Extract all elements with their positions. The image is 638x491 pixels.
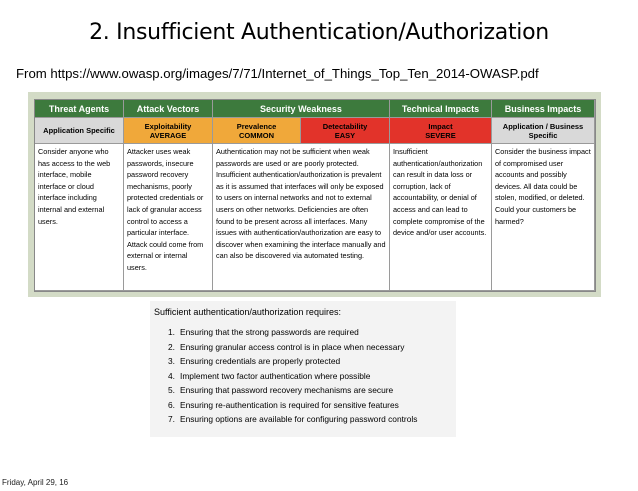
header-threat-agents: Threat Agents xyxy=(35,100,124,118)
list-item: 5. Ensuring that password recovery mechanisms are secure xyxy=(168,385,394,395)
requirements-box xyxy=(150,301,456,437)
body-security-weakness: Authentication may not be sufficient when weak passwords are used or are poorly protected. Insufficient authentication/authorization is prevalent as it is assumed that interfaces will only be exposed to users on internal networks and not to external users on other networks. Deficiencies are often found to be present across all interfaces. Many issues with authentication/authorization are easy to discover when examining the interface manually and can also be discovered via automated testing. xyxy=(213,144,390,291)
header-security-weakness: Security Weakness xyxy=(213,100,390,118)
subheader-weakness-group xyxy=(213,118,390,144)
exploitability-label: Exploitability xyxy=(144,121,192,131)
list-item: 2. Ensuring granular access control is in place when necessary xyxy=(168,341,405,352)
slide-title: 2. Insufficient Authentication/Authorization xyxy=(89,20,549,45)
list-item: 7. Ensuring options are available for configuring password controls xyxy=(168,414,418,424)
list-item: 3. Ensuring credentials are properly protected xyxy=(168,356,341,366)
source-link-text: From https://www.owasp.org/images/7/71/Internet_of_Things_Top_Ten_2014-OWASP.pdf xyxy=(16,66,539,81)
body-attack-vectors: Attacker uses weak passwords, insecure password recovery mechanisms, poorly protected credentials or lack of granular access control to access a particular interface. Attack could come from external or internal users. xyxy=(124,144,213,291)
owasp-table xyxy=(34,99,596,292)
header-attack-vectors: Attack Vectors xyxy=(124,100,213,118)
body-threat-agents: Consider anyone who has access to the web interface, mobile interface or cloud interface including internal and external users. xyxy=(35,144,124,291)
subheader-impact xyxy=(390,118,492,144)
prevalence-value: COMMON xyxy=(239,130,274,140)
owasp-table-image xyxy=(28,92,601,297)
subheader-business-specific: Application / Business Specific xyxy=(492,118,595,144)
list-item: 1. Ensuring that the strong passwords are required xyxy=(168,327,359,337)
subheader-prevalence xyxy=(213,118,301,143)
subheader-application-specific: Application Specific xyxy=(35,118,124,144)
header-business-impacts: Business Impacts xyxy=(492,100,595,118)
body-technical-impacts: Insufficient authentication/authorization can result in data loss or corruption, lack of accountability, or denial of access and can lead to complete compromise of the device and/or user accounts. xyxy=(390,144,492,291)
impact-value: SEVERE xyxy=(425,130,456,140)
exploitability-value: AVERAGE xyxy=(149,130,187,140)
requirements-list xyxy=(168,325,417,427)
header-technical-impacts: Technical Impacts xyxy=(390,100,492,118)
body-business-impacts: Consider the business impact of compromised user accounts and possibly devices. All data could be stolen, modified, or deleted. Could your customers be harmed? xyxy=(492,144,595,291)
requirements-title: Sufficient authentication/authorization requires: xyxy=(154,307,341,317)
impact-label: Impact xyxy=(428,121,453,131)
subheader-detectability xyxy=(301,118,389,143)
slide-footer-date: Friday, April 29, 16 xyxy=(2,478,69,487)
detectability-value: EASY xyxy=(334,130,356,140)
list-item: 4. Implement two factor authentication where possible xyxy=(168,370,371,381)
list-item: 6. Ensuring re-authentication is required for sensitive features xyxy=(168,399,399,410)
prevalence-label: Prevalence xyxy=(236,121,277,131)
subheader-exploitability xyxy=(124,118,213,144)
detectability-label: Detectability xyxy=(322,121,368,131)
